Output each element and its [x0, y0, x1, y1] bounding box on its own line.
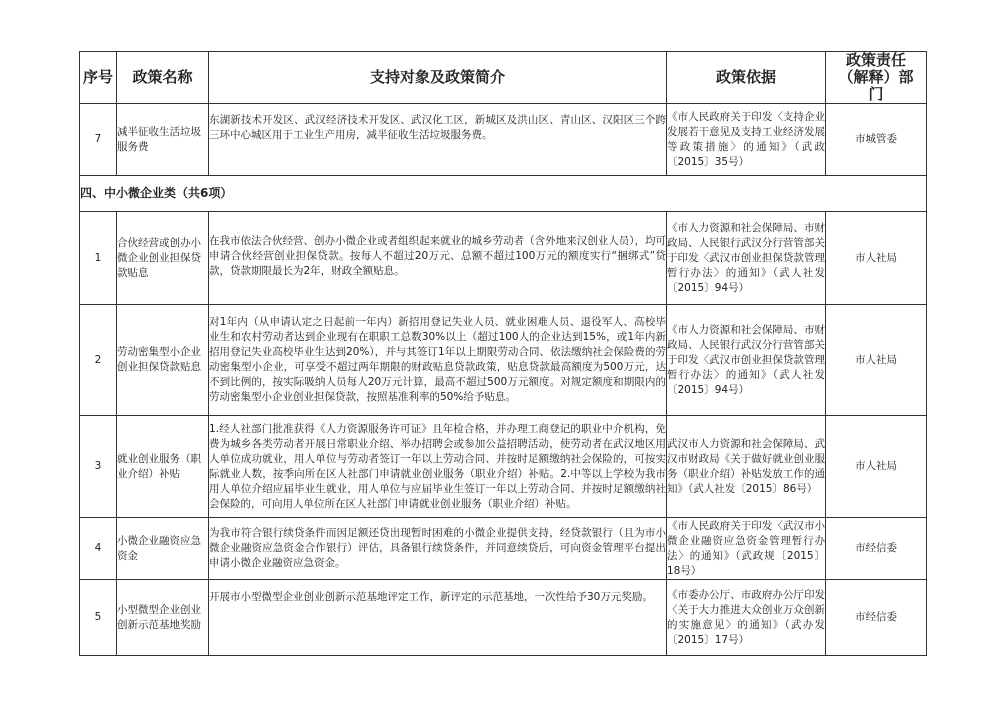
- row-dept: 市人社局: [826, 212, 927, 305]
- row-description: 东湖新技术开发区、武汉经济技术开发区、武汉化工区，新城区及洪山区、青山区、汉阳区三个跨三环中心城区用于工业生产用房，减半征收生活垃圾服务费。: [209, 104, 667, 176]
- row-basis: 《市人民政府关于印发〈支持企业发展若干意见及支持工业经济发展等政策措施〉的通知》（武政〔2015〕35号）: [667, 104, 826, 176]
- header-basis: 政策依据: [667, 52, 826, 104]
- header-description: 支持对象及政策简介: [209, 52, 667, 104]
- row-policy-name: 小型微型企业创业创新示范基地奖励: [117, 580, 209, 656]
- section-row: [80, 176, 927, 212]
- table-row: [80, 212, 927, 305]
- row-description: 开展市小型微型企业创业创新示范基地评定工作，新评定的示范基地，一次性给予30万元奖励。: [209, 580, 667, 656]
- row-index: 2: [80, 305, 117, 416]
- row-policy-name: 小微企业融资应急资金: [117, 518, 209, 580]
- row-index: 3: [80, 416, 117, 518]
- row-basis: 《市人民政府关于印发〈武汉市小微企业融资应急资金管理暂行办法〉的通知》（武政规〔2015〕18号）: [667, 518, 826, 580]
- row-basis: 武汉市人力资源和社会保障局、武汉市财政局《关于做好就业创业服务（职业介绍）补贴发放工作的通知》（武人社发〔2015〕86号）: [667, 416, 826, 518]
- section-title: 四、中小微企业类（共6项）: [80, 176, 927, 212]
- row-policy-name: 就业创业服务（职业介绍）补贴: [117, 416, 209, 518]
- row-policy-name: 减半征收生活垃圾服务费: [117, 104, 209, 176]
- policy-table: [79, 51, 927, 656]
- table-row: [80, 104, 927, 176]
- row-index: 5: [80, 580, 117, 656]
- table-row: [80, 305, 927, 416]
- row-description: 为我市符合银行续贷条件而因足额还贷出现暂时困难的小微企业提供支持，经贷款银行（且为市小微企业融资应急资金合作银行）评估，具备银行续贷条件，并同意续贷后，可向资金管理平台提出申请小微企业融资应急资金。: [209, 518, 667, 580]
- header-row: [80, 52, 927, 104]
- row-description: 在我市依法合伙经营、创办小微企业或者组织起来就业的城乡劳动者（含外地来汉创业人员），均可申请合伙经营创业担保贷款。按每人不超过20万元、总额不超过100万元的额度实行“捆绑式”贷款，贷款期限最长为2年，财政全额贴息。: [209, 212, 667, 305]
- row-basis: 《市人力资源和社会保障局、市财政局、人民银行武汉分行营管部关于印发〈武汉市创业担保贷款管理暂行办法〉的通知》（武人社发〔2015〕94号）: [667, 212, 826, 305]
- row-basis: 《市人力资源和社会保障局、市财政局、人民银行武汉分行营管部关于印发〈武汉市创业担保贷款管理暂行办法〉的通知》（武人社发〔2015〕94号）: [667, 305, 826, 416]
- row-description: 对1年内（从申请认定之日起前一年内）新招用登记失业人员、就业困难人员、退役军人、高校毕业生和农村劳动者达到企业现有在职职工总数30%以上（超过100人的企业达到15%，或1年内新招用登记失业高校毕业生达到20%），并与其签订1年以上期限劳动合同、依法缴纳社会保险费的劳动密集型小企业，可享受不超过两年期限的财政贴息贷款政策，贴息贷款最高额度为500万元，达不到比例的，按实际吸纳人员每人20万元计算，最高不超过500万元额度。对规定额度和期限内的劳动密集型小企业创业担保贷款，按照基准利率的50%给予贴息。: [209, 305, 667, 416]
- header-name: 政策名称: [117, 52, 209, 104]
- row-dept: 市经信委: [826, 518, 927, 580]
- row-index: 1: [80, 212, 117, 305]
- header-index: 序号: [80, 52, 117, 104]
- row-index: 7: [80, 104, 117, 176]
- row-index: 4: [80, 518, 117, 580]
- row-dept: 市人社局: [826, 305, 927, 416]
- header-dept: 政策责任（解释）部门: [826, 52, 927, 104]
- row-policy-name: 劳动密集型小企业创业担保贷款贴息: [117, 305, 209, 416]
- row-dept: 市城管委: [826, 104, 927, 176]
- table-row: [80, 416, 927, 518]
- table-row: [80, 580, 927, 656]
- row-dept: 市经信委: [826, 580, 927, 656]
- row-description: 1.经人社部门批准获得《人力资源服务许可证》且年检合格，并办理工商登记的职业中介机构，免费为城乡各类劳动者开展日常职业介绍、举办招聘会或参加公益招聘活动，使劳动者在武汉地区用人单位成功就业，用人单位与劳动者签订一年以上劳动合同、并按时足额缴纳社会保险的，可按实际就业人数，按季向所在区人社部门申请就业创业服务（职业介绍）补贴。2.中等以上学校为我市用人单位介绍应届毕业生就业，用人单位与应届毕业生签订一年以上劳动合同、并按时足额缴纳社会保险的，可向用人单位所在区人社部门申请就业创业服务（职业介绍）补贴。: [209, 416, 667, 518]
- table-row: [80, 518, 927, 580]
- row-policy-name: 合伙经营或创办小微企业创业担保贷款贴息: [117, 212, 209, 305]
- row-dept: 市人社局: [826, 416, 927, 518]
- row-basis: 《市委办公厅、市政府办公厅印发〈关于大力推进大众创业万众创新的实施意见〉的通知》（武办发〔2015〕17号）: [667, 580, 826, 656]
